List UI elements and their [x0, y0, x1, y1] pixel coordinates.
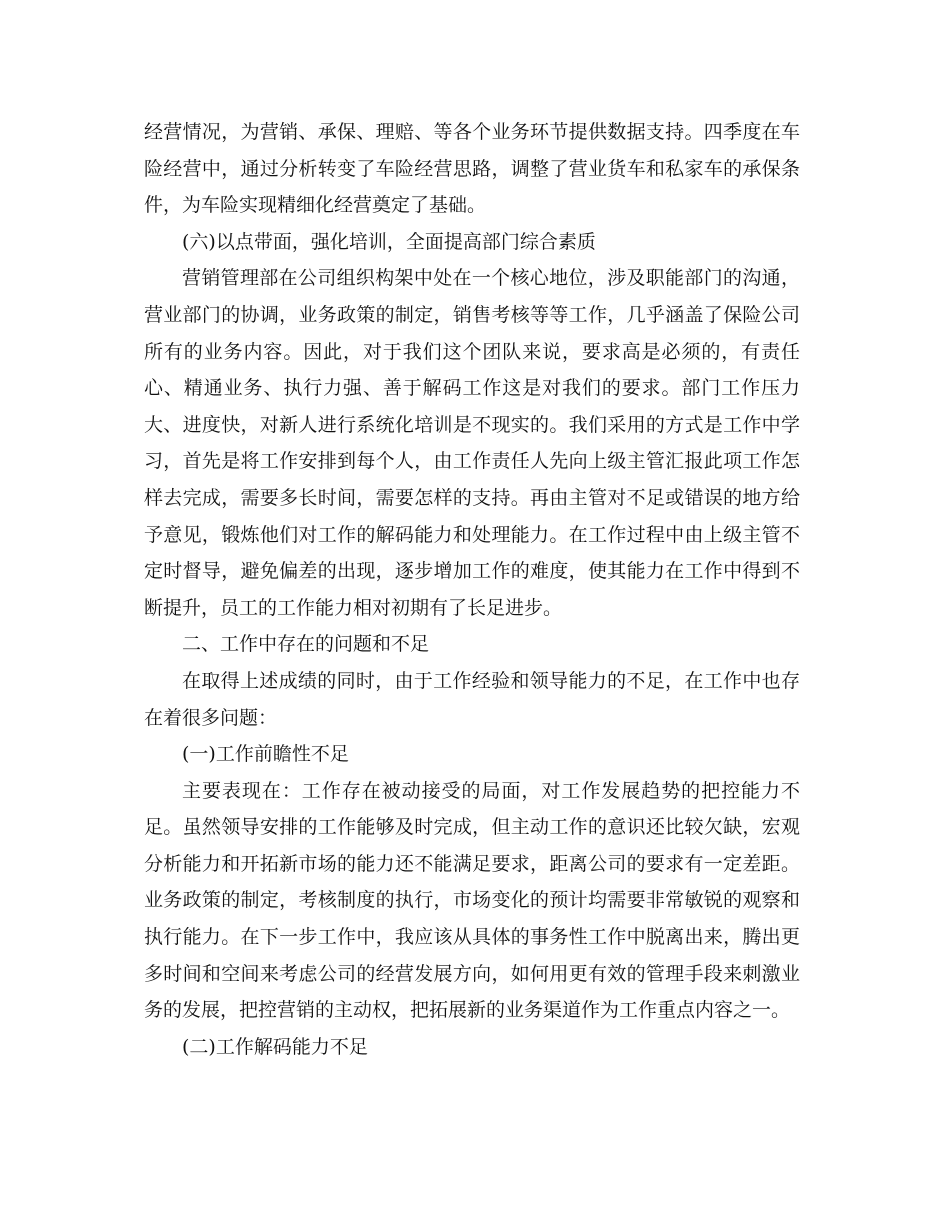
heading-foresight-insufficient: (一)工作前瞻性不足	[182, 743, 349, 766]
paragraph-problems-intro: 在取得上述成绩的同时，由于工作经验和领导能力的不足，在工作中也存在着很多问题：	[144, 669, 800, 729]
heading-training-section: (六)以点带面，强化培训，全面提高部门综合素质	[182, 230, 596, 253]
heading-problems-section: 二、工作中存在的问题和不足	[182, 633, 430, 656]
heading-decoding-ability-insufficient: (二)工作解码能力不足	[182, 1035, 368, 1058]
document-body	[144, 114, 800, 1065]
paragraph-foresight-details: 主要表现在：工作存在被动接受的局面，对工作发展趋势的把控能力不足。虽然领导安排的工作能够及时完成，但主动工作的意识还比较欠缺，宏观分析能力和开拓新市场的能力还不能满足要求，距离公司的要求有一定差距。业务政策的制定，考核制度的执行，市场变化的预计均需要非常敏锐的观察和执行能力。在下一步工作中，我应该从具体的事务性工作中脱离出来，腾出更多时间和空间来考虑公司的经营发展方向，如何用更有效的管理手段来刺激业务的发展，把控营销的主动权，把拓展新的业务渠道作为工作重点内容之一。	[144, 779, 800, 1022]
paragraph-business-data-support: 经营情况，为营销、承保、理赔、等各个业务环节提供数据支持。四季度在车险经营中，通过分析转变了车险经营思路，调整了营业货车和私家车的承保条件，为车险实现精细化经营奠定了基础。	[144, 121, 800, 217]
paragraph-marketing-department-role: 营销管理部在公司组织构架中处在一个核心地位，涉及职能部门的沟通，营业部门的协调，业务政策的制定，销售考核等等工作，几乎涵盖了保险公司所有的业务内容。因此，对于我们这个团队来说，要求高是必须的，有责任心、精通业务、执行力强、善于解码工作这是对我们的要求。部门工作压力大、进度快，对新人进行系统化培训是不现实的。我们采用的方式是工作中学习，首先是将工作安排到每个人，由工作责任人先向上级主管汇报此项工作怎样去完成，需要多长时间，需要怎样的支持。再由主管对不足或错误的地方给予意见，锻炼他们对工作的解码能力和处理能力。在工作过程中由上级主管不定时督导，避免偏差的出现，逐步增加工作的难度，使其能力在工作中得到不断提升，员工的工作能力相对初期有了长足进步。	[144, 267, 800, 619]
